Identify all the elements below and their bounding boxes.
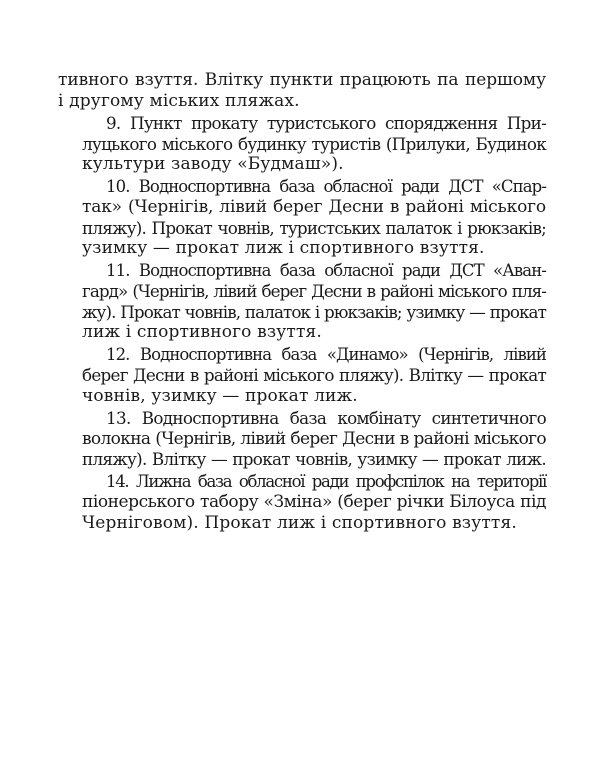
text-line: 10. Водноспортивна база обласної ради ДСТ «Спар- (106, 176, 546, 196)
text-line: і другому міських пляжах. (58, 90, 300, 111)
paragraph-12 (58, 345, 546, 407)
text-line: жу). Прокат човнів, палаток і рюкзаків; узимку — прокат (82, 301, 546, 322)
paragraph-11 (58, 261, 546, 343)
text-line: так» (Чернігів, лівий берег Десни в районі міського (82, 197, 546, 217)
text-line: 14. Лижна база обласної ради профспілок на території (106, 471, 546, 491)
text-line: пляжу). Прокат човнів, туристських палаток і рюкзаків; (82, 217, 546, 238)
text-line: 9. Пункт прокату туристського спорядження При- (106, 113, 546, 133)
text-line: 11. Водноспортивна база обласної ради ДСТ «Аван- (106, 260, 546, 280)
text-line: човнів, узимку — прокат лиж. (82, 385, 358, 406)
paragraph-8-continuation (58, 70, 546, 111)
paragraph-13 (58, 408, 546, 470)
text-line: гард» (Чернігів, лівий берег Десни в районі міського пля- (82, 281, 546, 301)
paragraph-14 (58, 472, 546, 534)
text-line: піонерського табору «Зміна» (берег річки Білоуса під (82, 492, 546, 512)
text-line: 12. Водноспортивна база «Динамо» (Чернігів, лівий (106, 344, 546, 364)
text-line: берег Десни в районі міського пляжу). Влітку — прокат (82, 365, 546, 385)
paragraph-10 (58, 177, 546, 259)
text-line: узимку — прокат лиж і спортивного взуття. (82, 238, 485, 258)
text-line: лиж і спортивного взуття. (82, 322, 322, 342)
text-line: луцького міського будинку туристів (Прилуки, Будинок (82, 133, 546, 154)
text-line: волокна (Чернігів, лівий берег Десни в районі міського (82, 428, 546, 449)
text-line: Черніговом). Прокат лиж і спортивного взуття. (82, 512, 517, 533)
text-line: пляжу). Влітку — прокат човнів, узимку — прокат лиж. (82, 449, 546, 469)
text-line: культури заводу «Будмаш»). (82, 154, 344, 174)
text-line: тивного взуття. Влітку пункти працюють па першому (58, 70, 546, 90)
paragraph-9 (58, 113, 546, 175)
text-line: 13. Водноспортивна база комбінату синтетичного (106, 408, 546, 428)
page-body (58, 70, 546, 535)
